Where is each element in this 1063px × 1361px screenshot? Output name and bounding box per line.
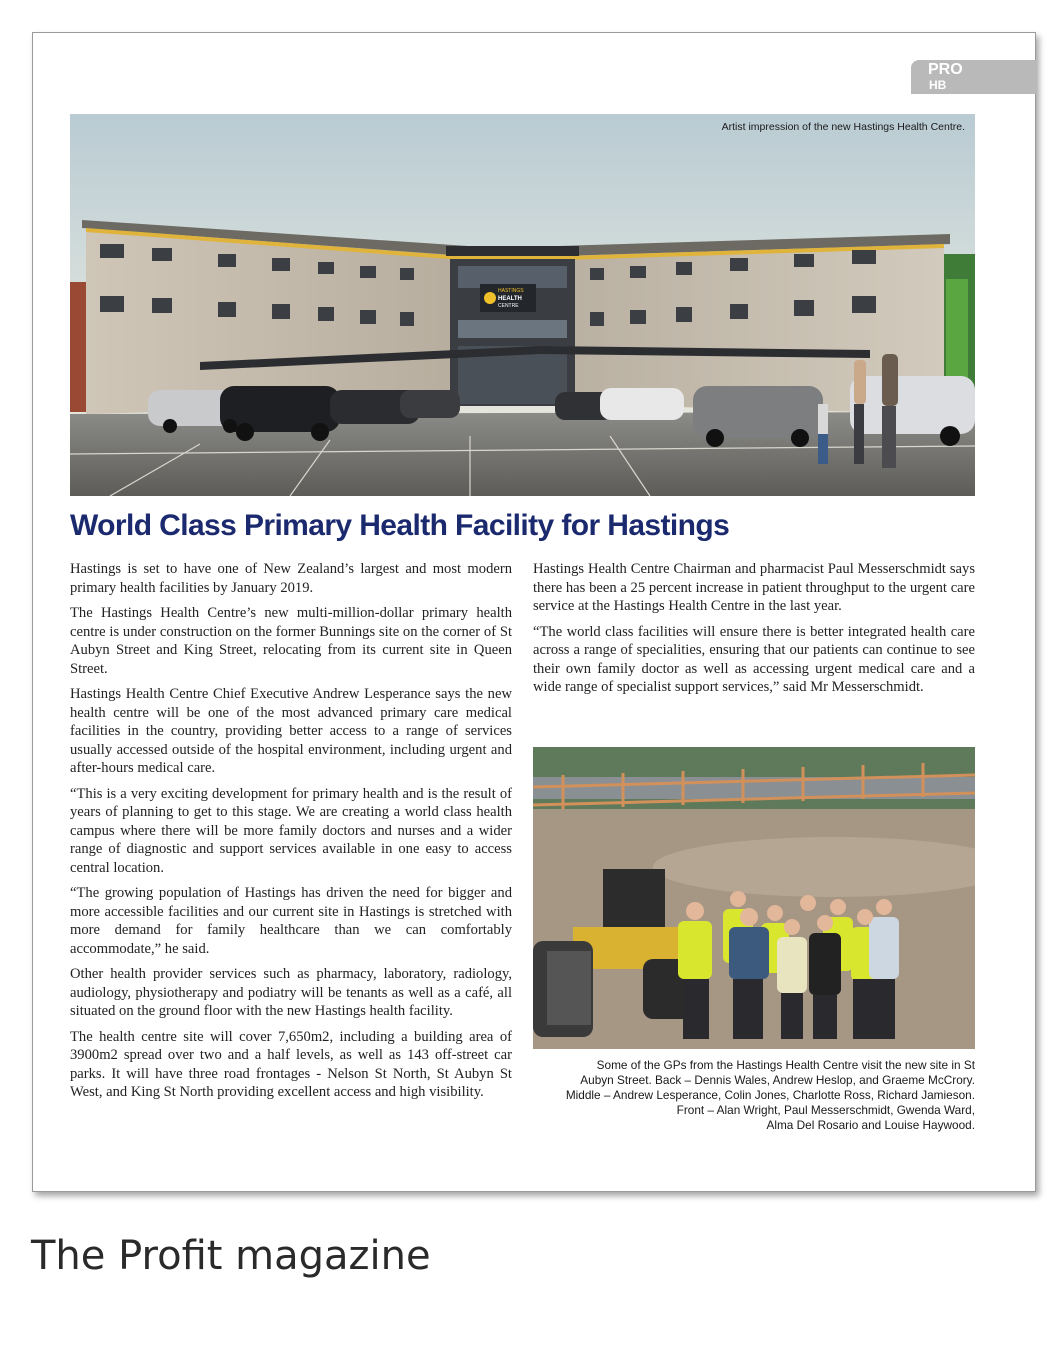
tab-line-2: HB: [929, 78, 947, 92]
caption-line: Aubyn Street. Back – Dennis Wales, Andrew Heslop, and Graeme McCrory.: [580, 1073, 975, 1087]
paragraph: Hastings Health Centre Chairman and pharmacist Paul Messerschmidt says there has been a 25 percent increase in patient throughput to the urgent care service at the Hastings Health Centre in the last year.: [533, 561, 975, 614]
paragraph: Hastings is set to have one of New Zealand’s largest and most modern primary health facilities by January 2019.: [70, 561, 512, 596]
paragraph: Hastings Health Centre Chief Executive Andrew Lesperance says the new health centre will be one of the most advanced primary care medical facilities in the country, providing better access to a range of services usually accessed outside of the hospital environment, including urgent and after-hours medical care.: [70, 686, 512, 776]
sign-line-3: CENTRE: [498, 303, 519, 309]
paragraph: “The growing population of Hastings has driven the need for bigger and more accessible facilities and our current site in Hastings is stretched with more demand for family healthcare than we can comfortably accommodate,” he said.: [70, 885, 512, 957]
sign-line-2: HEALTH: [498, 296, 522, 302]
site-visit-caption: [533, 1058, 975, 1133]
caption-line: Middle – Andrew Lesperance, Colin Jones, Charlotte Ross, Richard Jamieson.: [565, 1088, 975, 1102]
tab-line-1: PRO: [928, 61, 963, 78]
hero-caption: Artist impression of the new Hastings Health Centre.: [721, 121, 965, 133]
site-visit-photo: [533, 747, 975, 1049]
star-logo-icon: [484, 292, 496, 304]
left-column: [70, 560, 512, 1109]
headline: World Class Primary Health Facility for Hastings: [70, 509, 730, 542]
paragraph: “This is a very exciting development for primary health and is the result of years of planning to get to this stage. We are creating a world class health campus where there will be more family doctors and nurses and a wider range of diagnostic and support services available in one easy to access central location.: [70, 785, 512, 876]
paragraph: “The world class facilities will ensure there is better integrated health care across a range of specialities, ensuring that our patients can continue to see their own family doctor as well as accessing urgent medical care and a wide range of specialist support services,” said Mr Messerschmidt.: [533, 623, 975, 695]
caption-line: Front – Alan Wright, Paul Messerschmidt, Gwenda Ward,: [676, 1103, 975, 1117]
sign-line-1: HASTINGS: [498, 288, 524, 294]
paragraph: The Hastings Health Centre’s new multi-million-dollar primary health centre is under construction on the former Bunnings site on the corner of St Aubyn Street and King Street, relocating from its current site in Queen Street.: [70, 605, 512, 677]
left-neighbour-building: [70, 282, 86, 412]
health-centre-rendering: [70, 114, 975, 496]
paragraph: The health centre site will cover 7,650m2, including a building area of 3900m2 spread over two and a half levels, as well as 143 off-street car parks. It will have three road frontages - Nelson St North, St Aubyn St West, and King St North providing excellent access and high visibility.: [70, 1028, 512, 1100]
publication-title: The Profit magazine: [31, 1233, 431, 1279]
pro-hb-tab: [911, 60, 1037, 94]
hero-image: [70, 114, 975, 496]
site-visit-illustration: [533, 747, 975, 1049]
right-column: [533, 560, 975, 704]
caption-line: Some of the GPs from the Hastings Health Centre visit the new site in St: [596, 1058, 975, 1072]
magazine-page: [32, 32, 1036, 1192]
paragraph: Other health provider services such as pharmacy, laboratory, radiology, audiology, physiotherapy and podiatry will be tenants as well as a café, all situated on the ground floor with the new Hastings health facility.: [70, 966, 512, 1019]
caption-line: Alma Del Rosario and Louise Haywood.: [766, 1118, 975, 1132]
